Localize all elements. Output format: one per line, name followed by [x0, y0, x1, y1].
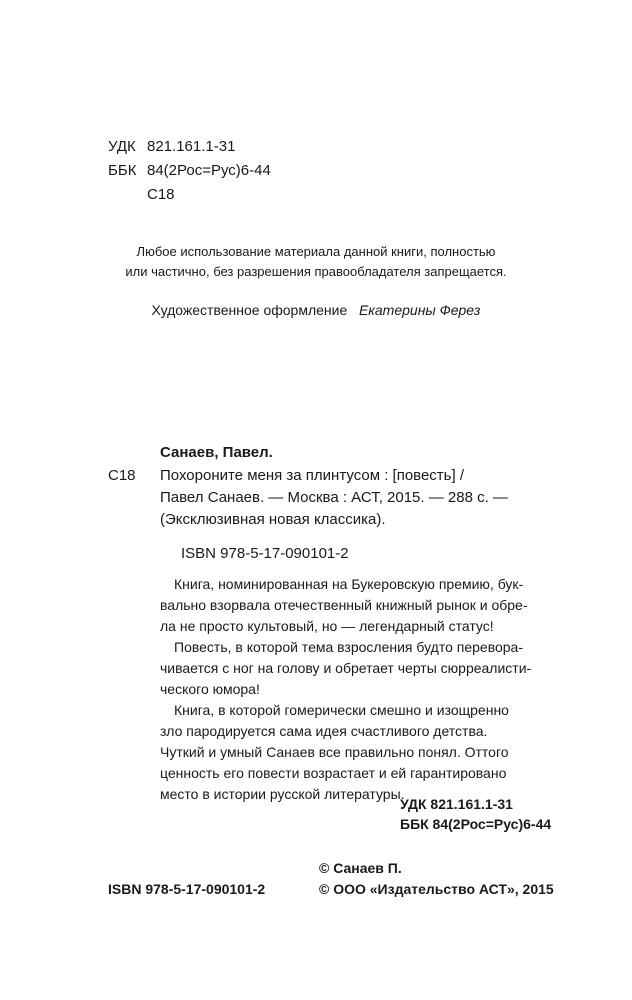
- catalog-description-line-3: (Эксклюзивная новая классика).: [160, 511, 386, 528]
- annotation-line: ценность его повести возрастает и ей гарантировано: [160, 765, 507, 781]
- design-credit-label: Художественное оформление: [151, 302, 348, 318]
- udk-value: 821.161.1-31: [147, 138, 236, 155]
- annotation-line: Повесть, в которой тема взросления будто перевора-: [174, 639, 523, 655]
- udk-label: УДК: [108, 138, 136, 155]
- catalog-sign: С18: [108, 467, 136, 484]
- catalog-isbn: ISBN 978-5-17-090101-2: [181, 545, 349, 562]
- footer-bbk: ББК 84(2Рос=Рус)6-44: [400, 816, 552, 832]
- annotation-line: ла не просто культовый, но — легендарный статус!: [160, 618, 494, 634]
- bbk-label: ББК: [108, 162, 137, 179]
- annotation-line: место в истории русской литературы.: [160, 786, 405, 802]
- annotation-line: ческого юмора!: [160, 681, 260, 697]
- footer-isbn: ISBN 978-5-17-090101-2: [108, 881, 266, 897]
- rights-notice-line-1: Любое использование материала данной книги, полностью: [136, 244, 496, 259]
- design-credit: [0, 300, 632, 321]
- annotation-line: Чуткий и умный Санаев все правильно понял. Оттого: [160, 744, 509, 760]
- catalog-description-line-1: Похороните меня за плинтусом : [повесть] /: [160, 467, 464, 484]
- footer-udk: УДК 821.161.1-31: [400, 796, 513, 812]
- bbk-value: 84(2Рос=Рус)6-44: [147, 162, 271, 179]
- catalog-description-line-2: Павел Санаев. — Москва : АСТ, 2015. — 288 с. —: [160, 489, 508, 506]
- copyright-publisher: © ООО «Издательство АСТ», 2015: [319, 881, 554, 897]
- design-credit-name: Екатерины Ферез: [358, 302, 481, 318]
- annotation: [160, 574, 552, 805]
- annotation-line: Книга, в которой гомерически смешно и изощренно: [174, 702, 509, 718]
- annotation-line: Книга, номинированная на Букеровскую премию, бук-: [174, 576, 524, 592]
- rights-notice-line-2: или частично, без разрешения правообладателя запрещается.: [125, 264, 507, 279]
- annotation-line: вально взорвала отечественный книжный рынок и обре-: [160, 597, 528, 613]
- author-sign: С18: [147, 186, 175, 203]
- annotation-line: чивается с ног на голову и обретает черты сюрреалисти-: [160, 660, 532, 676]
- catalog-author-heading: Санаев, Павел.: [160, 444, 273, 461]
- copyright-author: © Санаев П.: [319, 860, 402, 876]
- annotation-line: зло пародируется сама идея счастливого детства.: [160, 723, 488, 739]
